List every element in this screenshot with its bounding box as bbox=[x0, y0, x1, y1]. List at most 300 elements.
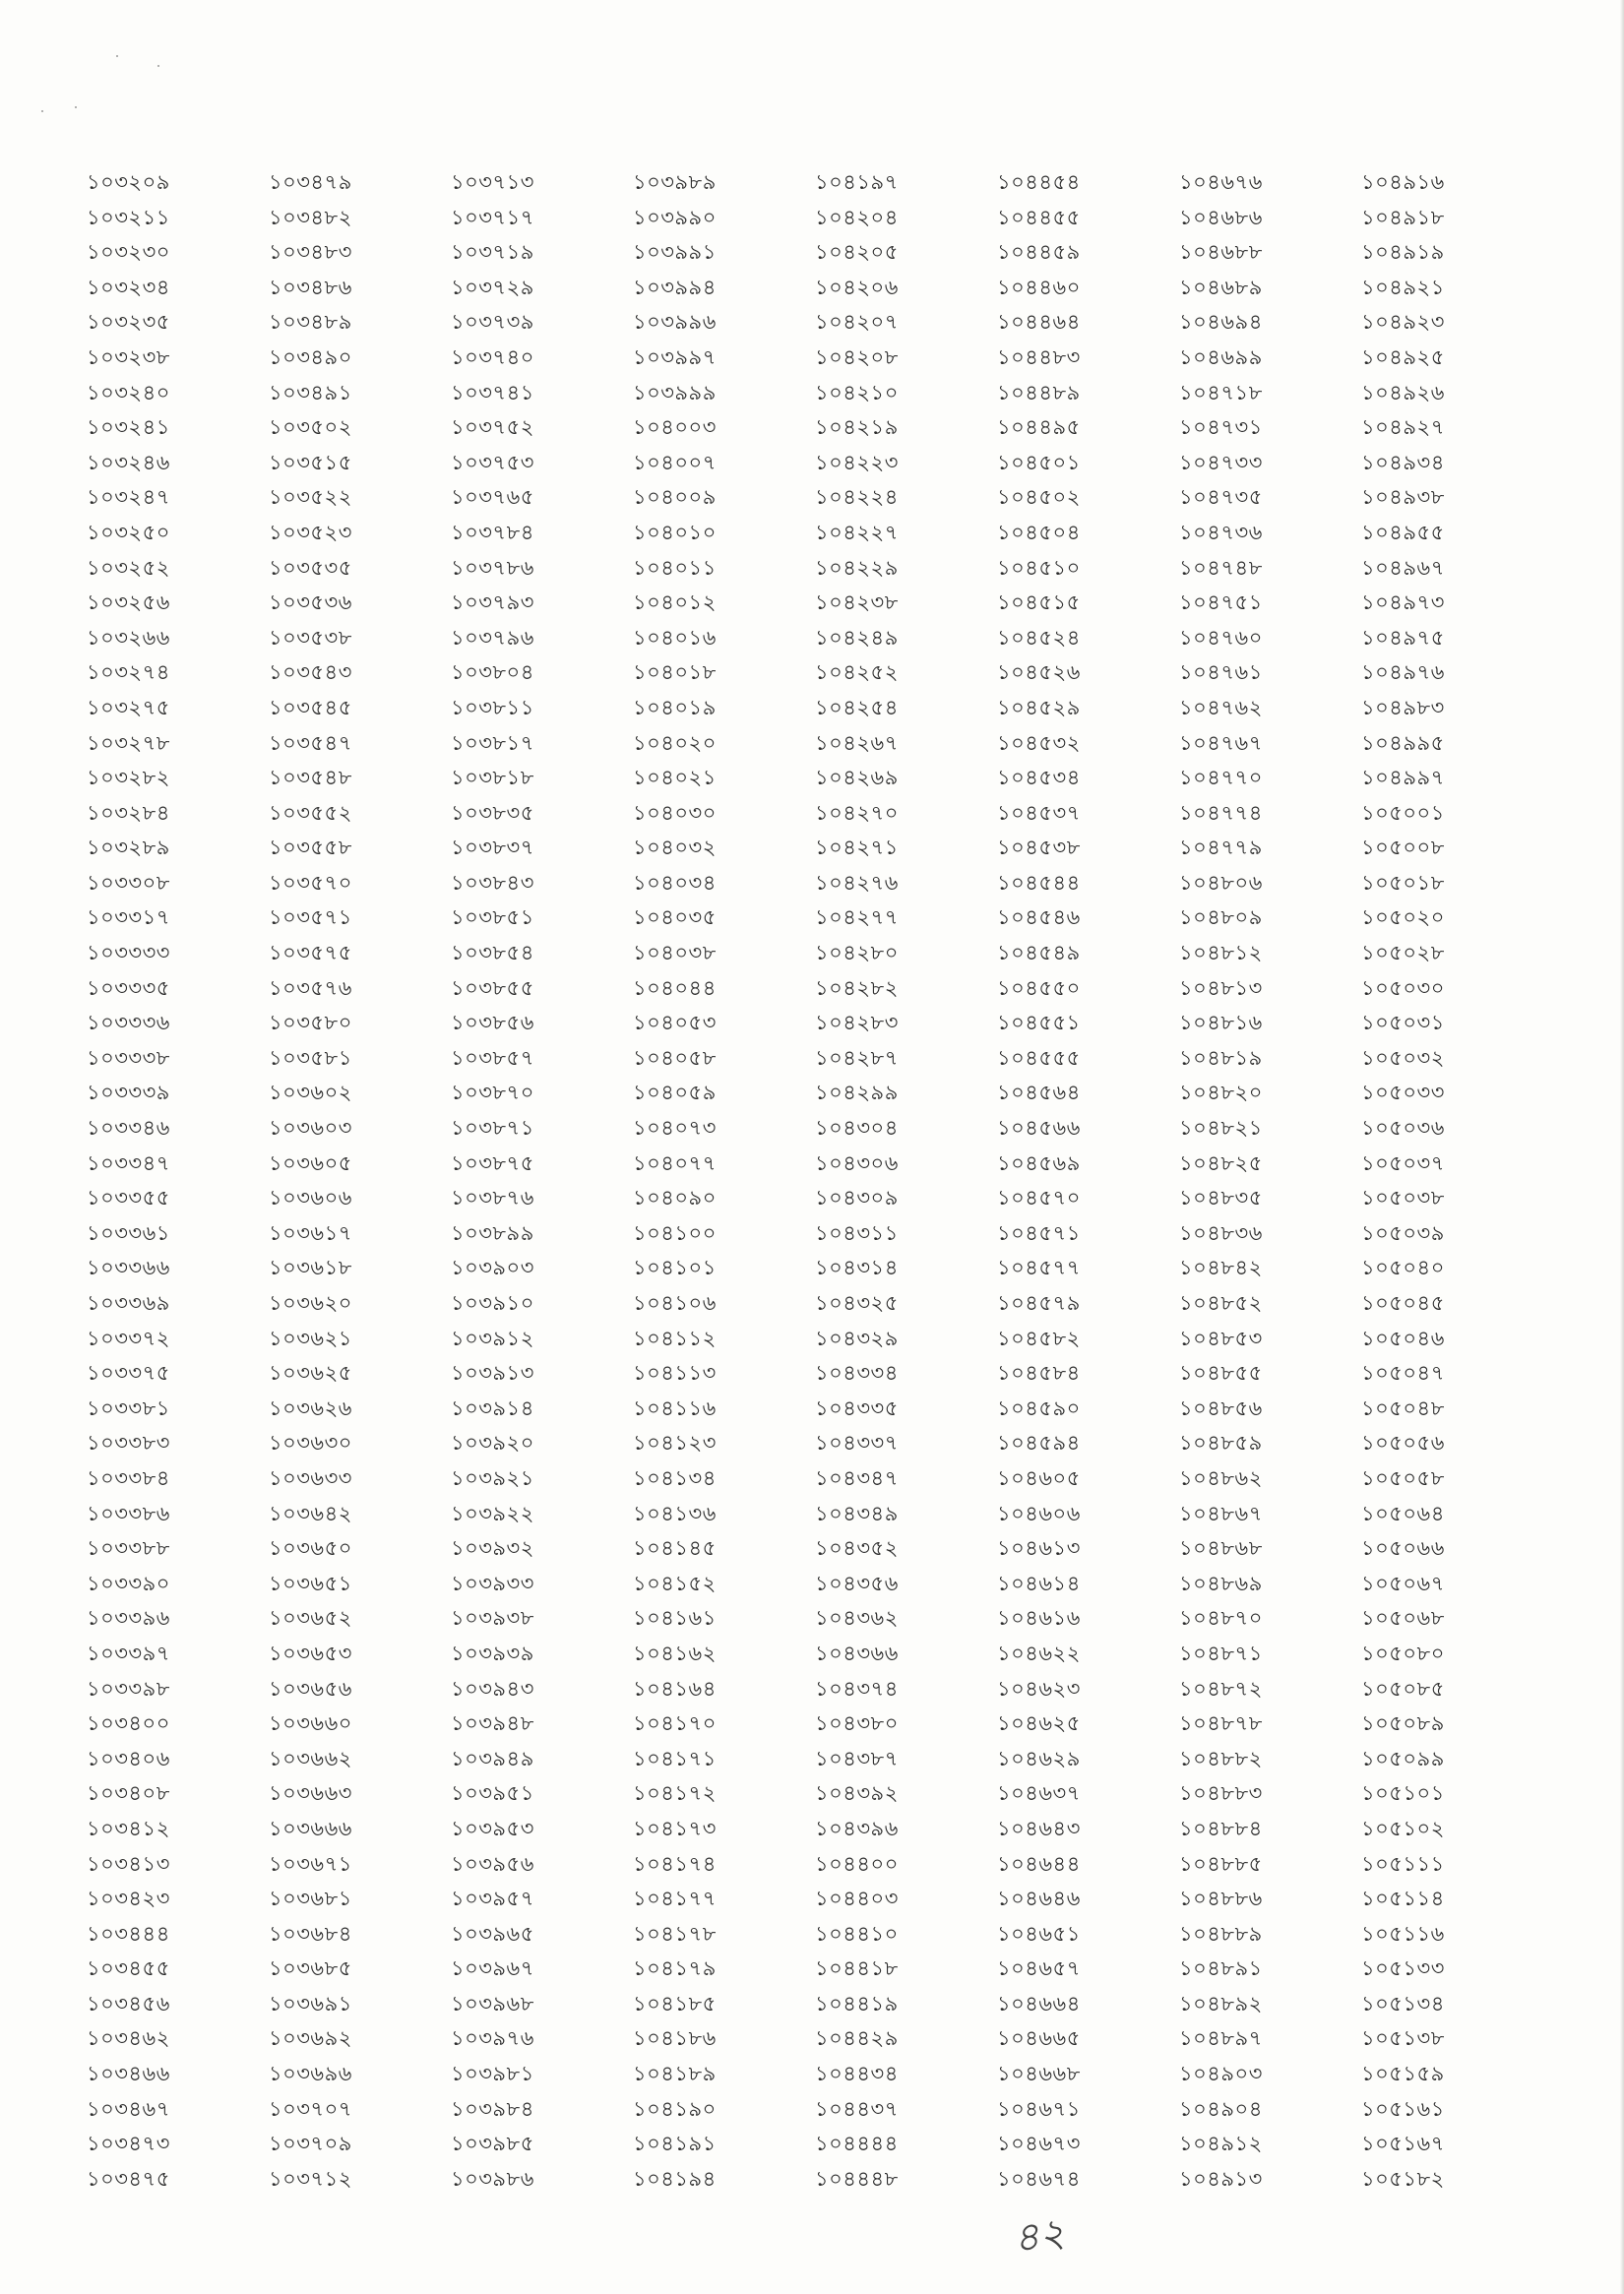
roll-number: ১০৪২৮৩ bbox=[815, 1011, 899, 1035]
roll-number: ১০৪২৩৮ bbox=[815, 590, 899, 615]
roll-number: ১০৪৪১০ bbox=[815, 1921, 899, 1946]
roll-number: ১০৪২৫৪ bbox=[815, 695, 899, 719]
roll-number: ১০৪১৭২ bbox=[633, 1781, 717, 1806]
roll-number: ১০৪০১৯ bbox=[633, 695, 717, 719]
roll-number: ১০৪৪১৮ bbox=[815, 1956, 899, 1981]
roll-number: ১০৪১২৩ bbox=[633, 1431, 717, 1456]
roll-number: ১০৪৭১৮ bbox=[1179, 380, 1263, 404]
roll-number: ১০৪১৮৬ bbox=[633, 2026, 717, 2051]
roll-number: ১০৪১১২ bbox=[633, 1326, 717, 1350]
roll-number: ১০৪১৯৪ bbox=[633, 2166, 717, 2191]
roll-number: ১০৪২৫২ bbox=[815, 660, 899, 685]
roll-number: ১০৪৪২৯ bbox=[815, 2026, 899, 2051]
roll-number: ১০৪৭৬২ bbox=[1179, 695, 1263, 719]
roll-number: ১০৪০০৯ bbox=[633, 485, 717, 510]
number-column-6 bbox=[997, 165, 1179, 2197]
roll-number: ১০৩৮১১ bbox=[451, 695, 534, 719]
roll-number: ১০৪১১৬ bbox=[633, 1395, 717, 1420]
roll-number: ১০৪৬১৩ bbox=[997, 1536, 1081, 1561]
roll-number: ১০৪০১৮ bbox=[633, 660, 717, 685]
roll-number: ১০৫০৩৬ bbox=[1361, 1116, 1445, 1141]
roll-number: ১০৩৩৩৮ bbox=[87, 1045, 170, 1070]
roll-number: ১০৪৬৫৭ bbox=[997, 1956, 1081, 1981]
roll-number: ১০৩৫৪৮ bbox=[269, 766, 352, 790]
roll-number: ১০৩৪৭৩ bbox=[87, 2132, 170, 2156]
roll-number: ১০৩৯৪৮ bbox=[451, 1711, 534, 1736]
roll-number: ১০৩৬৩০ bbox=[269, 1431, 352, 1456]
scan-speck bbox=[75, 106, 77, 108]
roll-number: ১০৪৬৮৯ bbox=[1179, 275, 1263, 299]
roll-number: ১০৪১৮৫ bbox=[633, 1991, 717, 2015]
roll-number: ১০৪১৫২ bbox=[633, 1571, 717, 1595]
roll-number: ১০৩৯৮৫ bbox=[451, 2132, 534, 2156]
roll-number: ১০৩৫০২ bbox=[269, 415, 352, 440]
roll-number: ১০৪৬৬৮ bbox=[997, 2062, 1081, 2086]
roll-number: ১০৪৮৮২ bbox=[1179, 1746, 1263, 1770]
roll-number: ১০৩৯৬৭ bbox=[451, 1956, 534, 1981]
roll-number: ১০৫১৬৭ bbox=[1361, 2132, 1445, 2156]
roll-number: ১০৪১০১ bbox=[633, 1256, 717, 1280]
roll-number: ১০৫০৪০ bbox=[1361, 1256, 1445, 1280]
roll-number: ১০৩৭১৭ bbox=[451, 205, 534, 229]
roll-number: ১০৪৯০৪ bbox=[1179, 2096, 1263, 2121]
roll-number: ১০৩৬৫৩ bbox=[269, 1641, 352, 1665]
roll-number: ১০৪২৮০ bbox=[815, 941, 899, 965]
roll-number: ১০৩৪৮২ bbox=[269, 205, 352, 229]
roll-number: ১০৫০৪৫ bbox=[1361, 1291, 1445, 1315]
roll-number: ১০৪৫৬৬ bbox=[997, 1116, 1081, 1141]
roll-number: ১০৩৩৫৫ bbox=[87, 1186, 170, 1210]
roll-number: ১০৩৩৩৩ bbox=[87, 941, 170, 965]
roll-number: ১০৩৭১৯ bbox=[451, 240, 534, 265]
roll-number: ১০৩৭৯৬ bbox=[451, 625, 534, 650]
roll-number: ১০৩৬৬০ bbox=[269, 1711, 352, 1736]
roll-number: ১০৪১৭৪ bbox=[633, 1851, 717, 1876]
roll-number: ১০৩৫৪৭ bbox=[269, 730, 352, 755]
roll-number: ১০৪০১০ bbox=[633, 520, 717, 544]
roll-number: ১০৪৩৬৬ bbox=[815, 1641, 899, 1665]
roll-number: ১০৪৩১৪ bbox=[815, 1256, 899, 1280]
roll-number: ১০৪৫২৬ bbox=[997, 660, 1081, 685]
roll-number: ১০৪২৬৭ bbox=[815, 730, 899, 755]
roll-number: ১০৫০০১ bbox=[1361, 800, 1445, 825]
roll-number: ১০৫০৫৮ bbox=[1361, 1465, 1445, 1490]
roll-number: ১০৪৫০২ bbox=[997, 485, 1081, 510]
roll-number: ১০৩৯৮৯ bbox=[633, 170, 717, 194]
roll-number: ১০৩৭৫৩ bbox=[451, 450, 534, 474]
roll-number: ১০৪০৩২ bbox=[633, 836, 717, 860]
roll-number: ১০৪৫৫০ bbox=[997, 975, 1081, 1000]
roll-number: ১০৪৯২৩ bbox=[1361, 310, 1445, 335]
roll-number: ১০৩৮৭০ bbox=[451, 1081, 534, 1105]
roll-number: ১০৩৯২০ bbox=[451, 1431, 534, 1456]
roll-number: ১০৩৯২১ bbox=[451, 1465, 534, 1490]
roll-number: ১০৪৪১৯ bbox=[815, 1991, 899, 2015]
roll-number: ১০৫০৬৮ bbox=[1361, 1606, 1445, 1631]
roll-number: ১০৫০৩৯ bbox=[1361, 1220, 1445, 1245]
roll-number: ১০৪৫৬৪ bbox=[997, 1081, 1081, 1105]
roll-number: ১০৩৬০৫ bbox=[269, 1150, 352, 1175]
roll-number: ১০৪৩৫২ bbox=[815, 1536, 899, 1561]
roll-number: ১০৩৩৩৯ bbox=[87, 1081, 170, 1105]
roll-number: ১০৩৫১৫ bbox=[269, 450, 352, 474]
roll-number: ১০৪৩২৯ bbox=[815, 1326, 899, 1350]
roll-number: ১০৪০৪৪ bbox=[633, 975, 717, 1000]
roll-number: ১০৪৯৮৩ bbox=[1361, 695, 1445, 719]
roll-number: ১০৩৩৬১ bbox=[87, 1220, 170, 1245]
roll-number: ১০৪০৯০ bbox=[633, 1186, 717, 1210]
roll-number: ১০৪৯৬৭ bbox=[1361, 555, 1445, 580]
roll-number: ১০৪৬৮৮ bbox=[1179, 240, 1263, 265]
roll-number: ১০৪৫০৪ bbox=[997, 520, 1081, 544]
roll-number: ১০৪৬৪৬ bbox=[997, 1887, 1081, 1911]
roll-number: ১০৩৬৬৩ bbox=[269, 1781, 352, 1806]
roll-number: ১০৪৯৯৭ bbox=[1361, 766, 1445, 790]
roll-number: ১০৪৫১৫ bbox=[997, 590, 1081, 615]
roll-number: ১০৩৬১৭ bbox=[269, 1220, 352, 1245]
roll-number: ১০৪৯১২ bbox=[1179, 2132, 1263, 2156]
roll-number: ১০৫১১১ bbox=[1361, 1851, 1445, 1876]
roll-number: ১০৪৮৯২ bbox=[1179, 1991, 1263, 2015]
roll-number: ১০৩৬৭১ bbox=[269, 1851, 352, 1876]
roll-number: ১০৫১৩৪ bbox=[1361, 1991, 1445, 2015]
roll-number: ১০৫০১৮ bbox=[1361, 870, 1445, 895]
roll-number: ১০৪২২৯ bbox=[815, 555, 899, 580]
roll-number-grid bbox=[87, 165, 1543, 2197]
roll-number: ১০৩২৪৬ bbox=[87, 450, 170, 474]
roll-number: ১০৪৮৫৩ bbox=[1179, 1326, 1263, 1350]
roll-number: ১০৪১৯৭ bbox=[815, 170, 899, 194]
roll-number: ১০৪৬২৯ bbox=[997, 1746, 1081, 1770]
roll-number: ১০৪৭৩১ bbox=[1179, 415, 1263, 440]
roll-number: ১০৪৪৯৫ bbox=[997, 415, 1081, 440]
roll-number: ১০৪২৯৯ bbox=[815, 1081, 899, 1105]
roll-number: ১০৩৯০৩ bbox=[451, 1256, 534, 1280]
roll-number: ১০৪৪৩৭ bbox=[815, 2096, 899, 2121]
roll-number: ১০৩৯৫৩ bbox=[451, 1816, 534, 1840]
roll-number: ১০৩৬৩৩ bbox=[269, 1465, 352, 1490]
roll-number: ১০৩৫৭১ bbox=[269, 905, 352, 930]
roll-number: ১০৩৯১৪ bbox=[451, 1395, 534, 1420]
roll-number: ১০৩৯১০ bbox=[451, 1291, 534, 1315]
roll-number: ১০৫০৬৭ bbox=[1361, 1571, 1445, 1595]
roll-number: ১০৪৩১১ bbox=[815, 1220, 899, 1245]
roll-number: ১০৪০৭৩ bbox=[633, 1116, 717, 1141]
roll-number: ১০৩৯৬৮ bbox=[451, 1991, 534, 2015]
roll-number: ১০৪৩৪৯ bbox=[815, 1501, 899, 1525]
roll-number: ১০৫১৬১ bbox=[1361, 2096, 1445, 2121]
roll-number: ১০৫১০২ bbox=[1361, 1816, 1445, 1840]
roll-number: ১০৪৭৬১ bbox=[1179, 660, 1263, 685]
roll-number: ১০৫০৬৬ bbox=[1361, 1536, 1445, 1561]
roll-number: ১০৪২১০ bbox=[815, 380, 899, 404]
roll-number: ১০৩৪০০ bbox=[87, 1711, 170, 1736]
roll-number: ১০৪৮৬৭ bbox=[1179, 1501, 1263, 1525]
roll-number: ১০৩৫৫৮ bbox=[269, 836, 352, 860]
roll-number: ১০৪৭৩৬ bbox=[1179, 520, 1263, 544]
roll-number: ১০৪২০৫ bbox=[815, 240, 899, 265]
roll-number: ১০৩৭১৩ bbox=[451, 170, 534, 194]
roll-number: ১০৩৬২৬ bbox=[269, 1395, 352, 1420]
roll-number: ১০৩৬৮৫ bbox=[269, 1956, 352, 1981]
roll-number: ১০৪৪৬৪ bbox=[997, 310, 1081, 335]
roll-number: ১০৪১৯১ bbox=[633, 2132, 717, 2156]
roll-number: ১০৪৮১২ bbox=[1179, 941, 1263, 965]
roll-number: ১০৩৪০৮ bbox=[87, 1781, 170, 1806]
roll-number: ১০৩৫৮১ bbox=[269, 1045, 352, 1070]
roll-number: ১০৩৬১৮ bbox=[269, 1256, 352, 1280]
roll-number: ১০৪৯৩৮ bbox=[1361, 485, 1445, 510]
roll-number: ১০৪৫৬৯ bbox=[997, 1150, 1081, 1175]
roll-number: ১০৩৯৯৭ bbox=[633, 344, 717, 369]
roll-number: ১০৪৯২৫ bbox=[1361, 344, 1445, 369]
roll-number: ১০৪৮৪২ bbox=[1179, 1256, 1263, 1280]
roll-number: ১০৪৭৭৯ bbox=[1179, 836, 1263, 860]
roll-number: ১০৩৩৬৬ bbox=[87, 1256, 170, 1280]
roll-number: ১০৫১৮২ bbox=[1361, 2166, 1445, 2191]
roll-number: ১০৪৯১৯ bbox=[1361, 240, 1445, 265]
roll-number: ১০৪২৮২ bbox=[815, 975, 899, 1000]
roll-number: ১০৩৬০৩ bbox=[269, 1116, 352, 1141]
roll-number: ১০৩৩৭২ bbox=[87, 1326, 170, 1350]
roll-number: ১০৪৬১৬ bbox=[997, 1606, 1081, 1631]
roll-number: ১০৩৯৯১ bbox=[633, 240, 717, 265]
roll-number: ১০৩৯১২ bbox=[451, 1326, 534, 1350]
roll-number: ১০৪৫০১ bbox=[997, 450, 1081, 474]
roll-number: ১০৩২৭৫ bbox=[87, 695, 170, 719]
roll-number: ১০৩৪৬২ bbox=[87, 2026, 170, 2051]
scan-speck bbox=[116, 55, 118, 57]
roll-number: ১০৪৬৭৩ bbox=[997, 2132, 1081, 2156]
roll-number: ১০৪৮২৫ bbox=[1179, 1150, 1263, 1175]
roll-number: ১০৫০৩১ bbox=[1361, 1011, 1445, 1035]
roll-number: ১০৪৬৪৪ bbox=[997, 1851, 1081, 1876]
roll-number: ১০৪৬৯৯ bbox=[1179, 344, 1263, 369]
roll-number: ১০৫০৪৬ bbox=[1361, 1326, 1445, 1350]
roll-number: ১০৪৮২০ bbox=[1179, 1081, 1263, 1105]
roll-number: ১০৪১১৩ bbox=[633, 1361, 717, 1386]
roll-number: ১০৪৮১৬ bbox=[1179, 1011, 1263, 1035]
roll-number: ১০৩২৮২ bbox=[87, 766, 170, 790]
roll-number: ১০৪৫৫১ bbox=[997, 1011, 1081, 1035]
roll-number: ১০৩২৭৪ bbox=[87, 660, 170, 685]
roll-number: ১০৩৪৬৭ bbox=[87, 2096, 170, 2121]
roll-number: ১০৪৫৯৪ bbox=[997, 1431, 1081, 1456]
roll-number: ১০৩৯৩২ bbox=[451, 1536, 534, 1561]
roll-number: ১০৫০৩৮ bbox=[1361, 1186, 1445, 1210]
roll-number: ১০৩৪৮৩ bbox=[269, 240, 352, 265]
roll-number: ১০৪০৫৩ bbox=[633, 1011, 717, 1035]
roll-number: ১০৪১৩৪ bbox=[633, 1465, 717, 1490]
roll-number: ১০৩৮৭১ bbox=[451, 1116, 534, 1141]
roll-number: ১০৩২৩৪ bbox=[87, 275, 170, 299]
roll-number: ১০৩৪৫৬ bbox=[87, 1991, 170, 2015]
scan-edge bbox=[1620, 0, 1624, 2294]
roll-number: ১০৩৯১৩ bbox=[451, 1361, 534, 1386]
roll-number: ১০৫১৫৯ bbox=[1361, 2062, 1445, 2086]
roll-number: ১০৪১৭৭ bbox=[633, 1887, 717, 1911]
roll-number: ১০৪৬৬৫ bbox=[997, 2026, 1081, 2051]
roll-number: ১০৩৬৫১ bbox=[269, 1571, 352, 1595]
roll-number: ১০৪৬৮৬ bbox=[1179, 205, 1263, 229]
roll-number: ১০৪৬৬৪ bbox=[997, 1991, 1081, 2015]
roll-number: ১০৪৯৭৫ bbox=[1361, 625, 1445, 650]
roll-number: ১০৪৬৭৪ bbox=[997, 2166, 1081, 2191]
roll-number: ১০৪৮৫২ bbox=[1179, 1291, 1263, 1315]
roll-number: ১০৩২৪৭ bbox=[87, 485, 170, 510]
roll-number: ১০৪৯১৩ bbox=[1179, 2166, 1263, 2191]
roll-number: ১০৪৬২২ bbox=[997, 1641, 1081, 1665]
roll-number: ১০৫০৪৮ bbox=[1361, 1395, 1445, 1420]
roll-number: ১০৩৯৪৩ bbox=[451, 1676, 534, 1701]
roll-number: ১০৪৩০৯ bbox=[815, 1186, 899, 1210]
roll-number: ১০৩৮০৪ bbox=[451, 660, 534, 685]
roll-number: ১০৫০৮০ bbox=[1361, 1641, 1445, 1665]
roll-number: ১০৪৫৩২ bbox=[997, 730, 1081, 755]
roll-number: ১০৪০৩৮ bbox=[633, 941, 717, 965]
roll-number: ১০৪০০৭ bbox=[633, 450, 717, 474]
roll-number: ১০৩৬২৫ bbox=[269, 1361, 352, 1386]
roll-number: ১০৪৯২৭ bbox=[1361, 415, 1445, 440]
roll-number: ১০৪৫৩৪ bbox=[997, 766, 1081, 790]
roll-number: ১০৩৯৯৯ bbox=[633, 380, 717, 404]
roll-number: ১০৩৭৪১ bbox=[451, 380, 534, 404]
roll-number: ১০৪১০৬ bbox=[633, 1291, 717, 1315]
roll-number: ১০৩৫৮০ bbox=[269, 1011, 352, 1035]
roll-number: ১০৩৭২৯ bbox=[451, 275, 534, 299]
roll-number: ১০৩৬৬২ bbox=[269, 1746, 352, 1770]
roll-number: ১০৩৪৯০ bbox=[269, 344, 352, 369]
roll-number: ১০৪৮৯৭ bbox=[1179, 2026, 1263, 2051]
roll-number: ১০৪১৭১ bbox=[633, 1746, 717, 1770]
roll-number: ১০৪৯৭৩ bbox=[1361, 590, 1445, 615]
roll-number: ১০৩৪৭৫ bbox=[87, 2166, 170, 2191]
roll-number: ১০৪৪০০ bbox=[815, 1851, 899, 1876]
roll-number: ১০৪৯৭৬ bbox=[1361, 660, 1445, 685]
roll-number: ১০৩৫৪৫ bbox=[269, 695, 352, 719]
roll-number: ১০৫০৬৪ bbox=[1361, 1501, 1445, 1525]
roll-number: ১০৪১৯০ bbox=[633, 2096, 717, 2121]
roll-number: ১০৪৬৩৭ bbox=[997, 1781, 1081, 1806]
roll-number: ১০৩৬০৬ bbox=[269, 1186, 352, 1210]
roll-number: ১০৩৫৫২ bbox=[269, 800, 352, 825]
roll-number: ১০৪৪৫৯ bbox=[997, 240, 1081, 265]
roll-number: ১০৩৮৯৯ bbox=[451, 1220, 534, 1245]
roll-number: ১০৪৫৯০ bbox=[997, 1395, 1081, 1420]
roll-number: ১০৪৩০৬ bbox=[815, 1150, 899, 1175]
roll-number: ১০৫০০৮ bbox=[1361, 836, 1445, 860]
roll-number: ১০৪১৬৪ bbox=[633, 1676, 717, 1701]
roll-number: ১০৩৩১৭ bbox=[87, 905, 170, 930]
roll-number: ১০৪৫৫৫ bbox=[997, 1045, 1081, 1070]
roll-number: ১০৩৯৩৯ bbox=[451, 1641, 534, 1665]
roll-number: ১০৩৯৭৬ bbox=[451, 2026, 534, 2051]
roll-number: ১০৩৯২২ bbox=[451, 1501, 534, 1525]
roll-number: ১০৩৪২৩ bbox=[87, 1887, 170, 1911]
roll-number: ১০৩৩৮৬ bbox=[87, 1501, 170, 1525]
roll-number: ১০৩৯৫৭ bbox=[451, 1887, 534, 1911]
roll-number: ১০৪৮৩৬ bbox=[1179, 1220, 1263, 1245]
roll-number: ১০৩৩৭৫ bbox=[87, 1361, 170, 1386]
roll-number: ১০৪০৩৫ bbox=[633, 905, 717, 930]
roll-number: ১০৪৫৩৭ bbox=[997, 800, 1081, 825]
roll-number: ১০৪৪৬০ bbox=[997, 275, 1081, 299]
roll-number: ১০৩২৪১ bbox=[87, 415, 170, 440]
roll-number: ১০৩৪৮৬ bbox=[269, 275, 352, 299]
roll-number: ১০৪০১৬ bbox=[633, 625, 717, 650]
roll-number: ১০৩৭০৯ bbox=[269, 2132, 352, 2156]
roll-number: ১০৪৩৩৫ bbox=[815, 1395, 899, 1420]
roll-number: ১০৩২৮৪ bbox=[87, 800, 170, 825]
roll-number: ১০৩৮৫৬ bbox=[451, 1011, 534, 1035]
roll-number: ১০৪২৬৯ bbox=[815, 766, 899, 790]
roll-number: ১০৪২২৭ bbox=[815, 520, 899, 544]
roll-number: ১০৪৭৩৩ bbox=[1179, 450, 1263, 474]
roll-number: ১০৪৪০৩ bbox=[815, 1887, 899, 1911]
roll-number: ১০৪৩৮৭ bbox=[815, 1746, 899, 1770]
roll-number: ১০৪৩৩৭ bbox=[815, 1431, 899, 1456]
roll-number: ১০৩৮১৭ bbox=[451, 730, 534, 755]
roll-number: ১০৩৬৬৬ bbox=[269, 1816, 352, 1840]
roll-number: ১০৪২১৯ bbox=[815, 415, 899, 440]
roll-number: ১০৫০৪৭ bbox=[1361, 1361, 1445, 1386]
roll-number: ১০৫০৩২ bbox=[1361, 1045, 1445, 1070]
roll-number: ১০৪৫৭৭ bbox=[997, 1256, 1081, 1280]
roll-number: ১০৩৮৩৫ bbox=[451, 800, 534, 825]
roll-number: ১০৪৬২৫ bbox=[997, 1711, 1081, 1736]
roll-number: ১০৩৭৩৯ bbox=[451, 310, 534, 335]
scan-speck bbox=[41, 110, 43, 112]
roll-number: ১০৩৬৯১ bbox=[269, 1991, 352, 2015]
roll-number: ১০৪২০৪ bbox=[815, 205, 899, 229]
roll-number: ১০৪৭৬০ bbox=[1179, 625, 1263, 650]
roll-number: ১০৩৬৯৬ bbox=[269, 2062, 352, 2086]
roll-number: ১০৪০৫৮ bbox=[633, 1045, 717, 1070]
roll-number: ১০৪৩৬২ bbox=[815, 1606, 899, 1631]
roll-number: ১০৪৫২৯ bbox=[997, 695, 1081, 719]
roll-number: ১০৫০৯৯ bbox=[1361, 1746, 1445, 1770]
roll-number: ১০৪০২১ bbox=[633, 766, 717, 790]
roll-number: ১০৩২০৯ bbox=[87, 170, 170, 194]
roll-number: ১০৩৩৯০ bbox=[87, 1571, 170, 1595]
roll-number: ১০৪৭৪৮ bbox=[1179, 555, 1263, 580]
roll-number: ১০৪০৫৯ bbox=[633, 1081, 717, 1105]
roll-number: ১০৫০৩৭ bbox=[1361, 1150, 1445, 1175]
roll-number: ১০৪৩২৫ bbox=[815, 1291, 899, 1315]
roll-number: ১০৪২৭৬ bbox=[815, 870, 899, 895]
roll-number: ১০৩৯৮৬ bbox=[451, 2166, 534, 2191]
roll-number: ১০৪৭৬৭ bbox=[1179, 730, 1263, 755]
roll-number: ১০৪৮২১ bbox=[1179, 1116, 1263, 1141]
roll-number: ১০৩৪১৩ bbox=[87, 1851, 170, 1876]
roll-number: ১০৩৯৮৪ bbox=[451, 2096, 534, 2121]
roll-number: ১০৩৯৮১ bbox=[451, 2062, 534, 2086]
roll-number: ১০৪৬০৬ bbox=[997, 1501, 1081, 1525]
roll-number: ১০৪১৮৯ bbox=[633, 2062, 717, 2086]
roll-number: ১০৫০২৮ bbox=[1361, 941, 1445, 965]
roll-number: ১০৩৯৫৬ bbox=[451, 1851, 534, 1876]
roll-number: ১০৩৩৩৬ bbox=[87, 1011, 170, 1035]
roll-number: ১০৩৬৮৪ bbox=[269, 1921, 352, 1946]
roll-number: ১০৪৮৫৫ bbox=[1179, 1361, 1263, 1386]
roll-number: ১০৪২৭৭ bbox=[815, 905, 899, 930]
roll-number: ১০৩৯৩৮ bbox=[451, 1606, 534, 1631]
roll-number: ১০৪৪৮৯ bbox=[997, 380, 1081, 404]
roll-number: ১০৪০০৩ bbox=[633, 415, 717, 440]
roll-number: ১০৪৫৭১ bbox=[997, 1220, 1081, 1245]
roll-number: ১০৩৫২৩ bbox=[269, 520, 352, 544]
roll-number: ১০৪৭৭০ bbox=[1179, 766, 1263, 790]
